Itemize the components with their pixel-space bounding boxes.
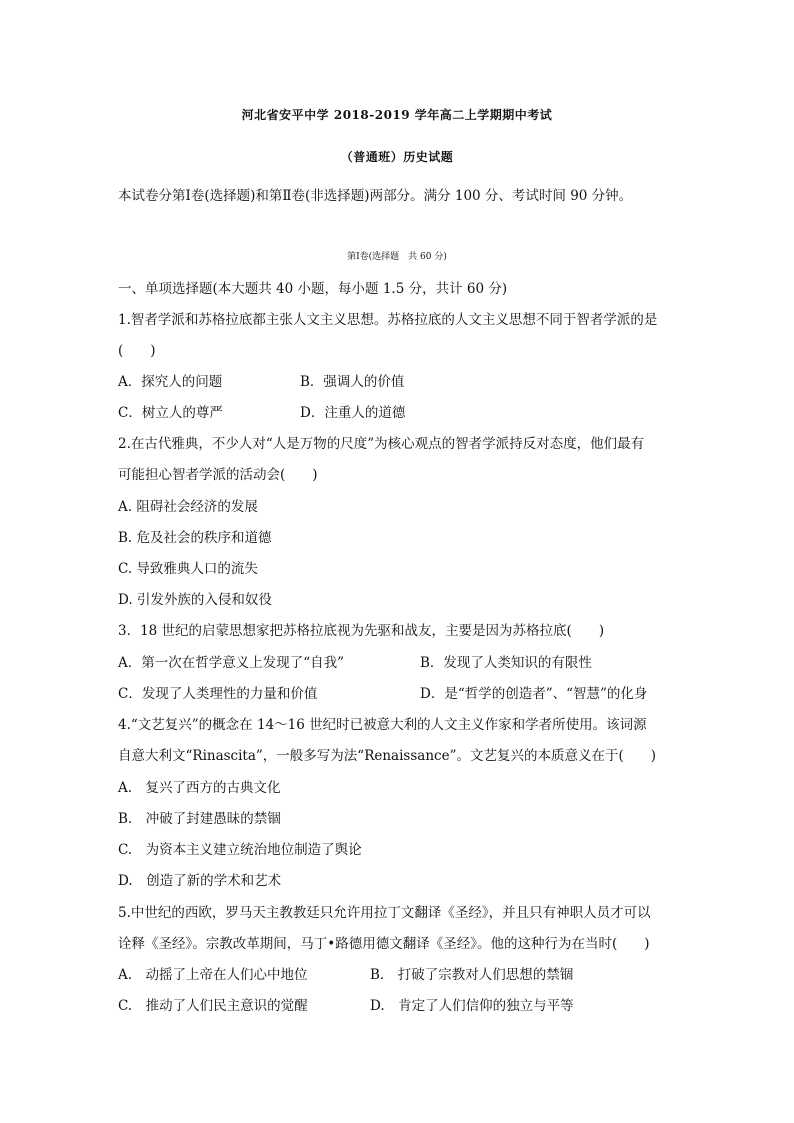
question-4-option-b: B. 冲破了封建愚昧的禁锢 bbox=[118, 811, 281, 827]
question-5-stem: 5.中世纪的西欧，罗马天主教教廷只允许用拉丁文翻译《圣经》，并且只有神职人员才可以 bbox=[118, 905, 651, 921]
question-4-option-a: A. 复兴了西方的古典文化 bbox=[118, 780, 281, 796]
question-1-stem: 1.智者学派和苏格拉底都主张人文主义思想。苏格拉底的人文主义思想不同于智者学派的是 bbox=[118, 312, 658, 328]
question-1-option-b: B．强调人的价值 bbox=[300, 374, 405, 390]
question-4-stem: 4.“文艺复兴”的概念在 14～16 世纪时已被意大利的人文主义作家和学者所使用。该词源 bbox=[118, 717, 647, 733]
question-1-option-a: A．探究人的问题 bbox=[118, 374, 223, 390]
part-heading: 第Ⅰ卷(选择题 共 60 分) bbox=[347, 252, 447, 262]
question-2-option-a: A. 阻碍社会经济的发展 bbox=[118, 499, 258, 515]
question-2-option-c: C. 导致雅典人口的流失 bbox=[118, 561, 258, 577]
question-4-option-c: C. 为资本主义建立统治地位制造了舆论 bbox=[118, 842, 362, 858]
question-2-stem: 2.在古代雅典，不少人对“人是万物的尺度”为核心观点的智者学派持反对态度，他们最有 bbox=[118, 436, 645, 452]
question-5-option-c: C. 推动了人们民主意识的觉醒 bbox=[118, 998, 308, 1014]
question-2-option-d: D. 引发外族的入侵和奴役 bbox=[118, 592, 272, 608]
question-3-option-c: C．发现了人类理性的力量和价值 bbox=[118, 686, 318, 702]
question-3-stem: 3．18 世纪的启蒙思想家把苏格拉底视为先驱和战友，主要是因为苏格拉底( ) bbox=[118, 623, 605, 639]
question-2-option-b: B. 危及社会的秩序和道德 bbox=[118, 530, 272, 546]
question-1-stem-cont: ( ) bbox=[118, 343, 156, 359]
question-2-stem-cont: 可能担心智者学派的活动会( ) bbox=[118, 467, 318, 483]
question-3-option-d: D．是“哲学的创造者”、“智慧”的化身 bbox=[420, 686, 648, 702]
exam-title: 河北省安平中学 2018-2019 学年高二上学期期中考试 bbox=[241, 108, 553, 122]
question-4-option-d: D. 创造了新的学术和艺术 bbox=[118, 873, 282, 889]
question-5-stem-cont: 诠释《圣经》。宗教改革期间，马丁•路德用德文翻译《圣经》。他的这种行为在当时( ) bbox=[118, 936, 650, 952]
section-heading: 一、单项选择题(本大题共 40 小题，每小题 1.5 分，共计 60 分) bbox=[118, 281, 508, 297]
exam-intro: 本试卷分第Ⅰ卷(选择题)和第Ⅱ卷(非选择题)两部分。满分 100 分、考试时间 90 分钟。 bbox=[118, 188, 633, 204]
question-1-option-d: D．注重人的道德 bbox=[300, 405, 406, 421]
question-3-option-b: B．发现了人类知识的有限性 bbox=[420, 655, 592, 671]
question-3-option-a: A．第一次在哲学意义上发现了“自我” bbox=[118, 655, 345, 671]
question-1-option-c: C．树立人的尊严 bbox=[118, 405, 223, 421]
question-5-option-b: B. 打破了宗教对人们思想的禁锢 bbox=[370, 967, 574, 983]
question-5-option-d: D. 肯定了人们信仰的独立与平等 bbox=[370, 998, 574, 1014]
question-4-stem-cont: 自意大利文“Rinascita”，一般多写为法“Renaissance”。文艺复兴的本质意义在于( ) bbox=[118, 748, 657, 764]
question-5-option-a: A. 动摇了上帝在人们心中地位 bbox=[118, 967, 308, 983]
exam-subtitle: （普通班）历史试题 bbox=[340, 150, 454, 164]
